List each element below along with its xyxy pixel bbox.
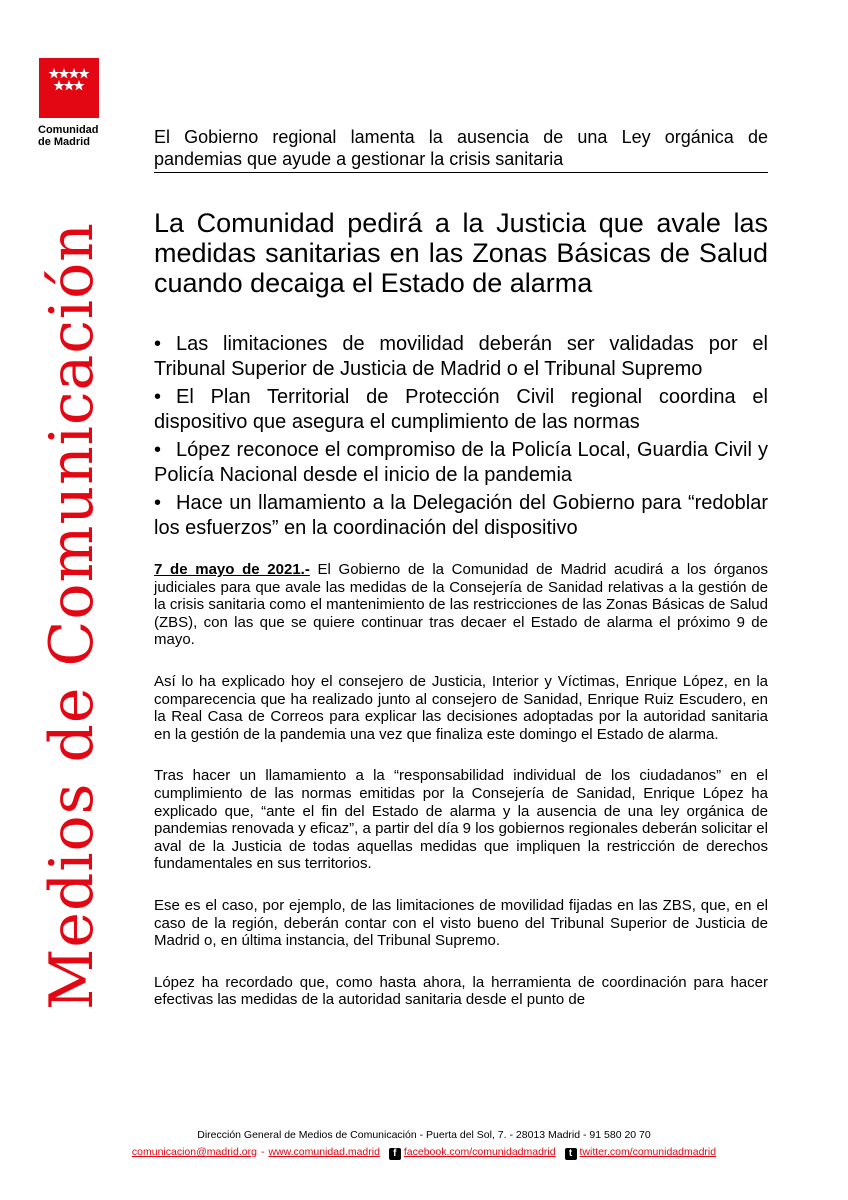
paragraph-text: El Gobierno de la Comunidad de Madrid acudirá a los órganos judiciales para que avale las medidas de la Consejería de Sanidad relativas a la gestión de la crisis sanitaria como el mantenimiento de las restricciones de las Zonas Básicas de Salud (ZBS), con las que se quiere continuar tras decaer el Estado de alarma el próximo 9 de mayo. bbox=[154, 561, 768, 649]
website-link[interactable]: www.comunidad.madrid bbox=[268, 1146, 380, 1158]
logo-line-1: Comunidad bbox=[38, 124, 99, 136]
paragraph: López ha recordado que, como hasta ahora, la herramienta de coordinación para hacer efectivas las medidas de la autoridad sanitaria desde el punto de bbox=[154, 973, 768, 1009]
headline: La Comunidad pedirá a la Justicia que avale las medidas sanitarias en las Zonas Básicas de Salud cuando decaiga el Estado de alarma bbox=[154, 208, 768, 298]
paragraph bbox=[154, 561, 768, 649]
facebook-link[interactable]: facebook.com/comunidadmadrid bbox=[403, 1146, 556, 1158]
facebook-icon: f bbox=[389, 1148, 401, 1160]
twitter-icon: t bbox=[565, 1148, 577, 1160]
bullet-item bbox=[154, 438, 768, 488]
bullet-text: El Plan Territorial de Protección Civil regional coordina el dispositivo que asegura el cumplimiento de las normas bbox=[154, 386, 768, 433]
paragraph: Ese es el caso, por ejemplo, de las limitaciones de movilidad fijadas en las ZBS, que, en el caso de la región, deberán contar con el visto bueno del Tribunal Superior de Justicia de Madrid o, en última instancia, del Tribunal Supremo. bbox=[154, 896, 768, 950]
bullet-text: Hace un llamamiento a la Delegación del Gobierno para “redoblar los esfuerzos” en la coordinación del dispositivo bbox=[154, 492, 768, 539]
footer-links bbox=[0, 1146, 848, 1160]
bullet-icon: • bbox=[154, 333, 162, 355]
bullet-icon: • bbox=[154, 439, 162, 461]
bullet-icon: • bbox=[154, 386, 162, 408]
stars-emblem-icon bbox=[39, 58, 99, 118]
bullet-list bbox=[154, 332, 768, 544]
header-subtitle: El Gobierno regional lamenta la ausencia de una Ley orgánica de pandemias que ayude a gestionar la crisis sanitaria bbox=[154, 126, 768, 173]
dateline: 7 de mayo de 2021.- bbox=[154, 561, 310, 578]
bullet-item bbox=[154, 385, 768, 435]
side-title: Medios de Comunicación bbox=[37, 222, 107, 1010]
article-body bbox=[154, 561, 768, 1033]
twitter-link[interactable]: twitter.com/comunidadmadrid bbox=[579, 1146, 717, 1158]
bullet-text: López reconoce el compromiso de la Policía Local, Guardia Civil y Policía Nacional desde el inicio de la pandemia bbox=[154, 439, 768, 486]
separator: - bbox=[260, 1146, 265, 1158]
paragraph: Así lo ha explicado hoy el consejero de Justicia, Interior y Víctimas, Enrique López, en la comparecencia que ha realizado junto al consejero de Sanidad, Enrique Ruiz Escudero, en la Real Casa de Correos para explicar las decisiones adoptadas por la autoridad sanitaria en la gestión de la pandemia una vez que finaliza este domingo el Estado de alarma. bbox=[154, 672, 768, 743]
logo-line-2: de Madrid bbox=[38, 136, 90, 148]
bullet-icon: • bbox=[154, 492, 162, 514]
comunidad-madrid-logo bbox=[39, 58, 99, 118]
bullet-item bbox=[154, 491, 768, 541]
logo-text bbox=[38, 124, 99, 148]
bullet-text: Las limitaciones de movilidad deberán ser validadas por el Tribunal Superior de Justicia de Madrid o el Tribunal Supremo bbox=[154, 333, 768, 380]
paragraph: Tras hacer un llamamiento a la “responsabilidad individual de los ciudadanos” en el cumplimiento de las normas emitidas por la Consejería de Sanidad, Enrique López ha explicado que, “ante el fin del Estado de alarma y la ausencia de una ley orgánica de pandemias renovada y eficaz”, a partir del día 9 los gobiernos regionales deberán solicitar el aval de la Justicia de todas aquellas medidas que impliquen la restricción de derechos fundamentales en sus territorios. bbox=[154, 767, 768, 873]
footer-address: Dirección General de Medios de Comunicación - Puerta del Sol, 7. - 28013 Madrid - 91 580 20 70 bbox=[197, 1129, 651, 1141]
bullet-item bbox=[154, 332, 768, 382]
email-link[interactable]: comunicacion@madrid.org bbox=[131, 1146, 257, 1158]
